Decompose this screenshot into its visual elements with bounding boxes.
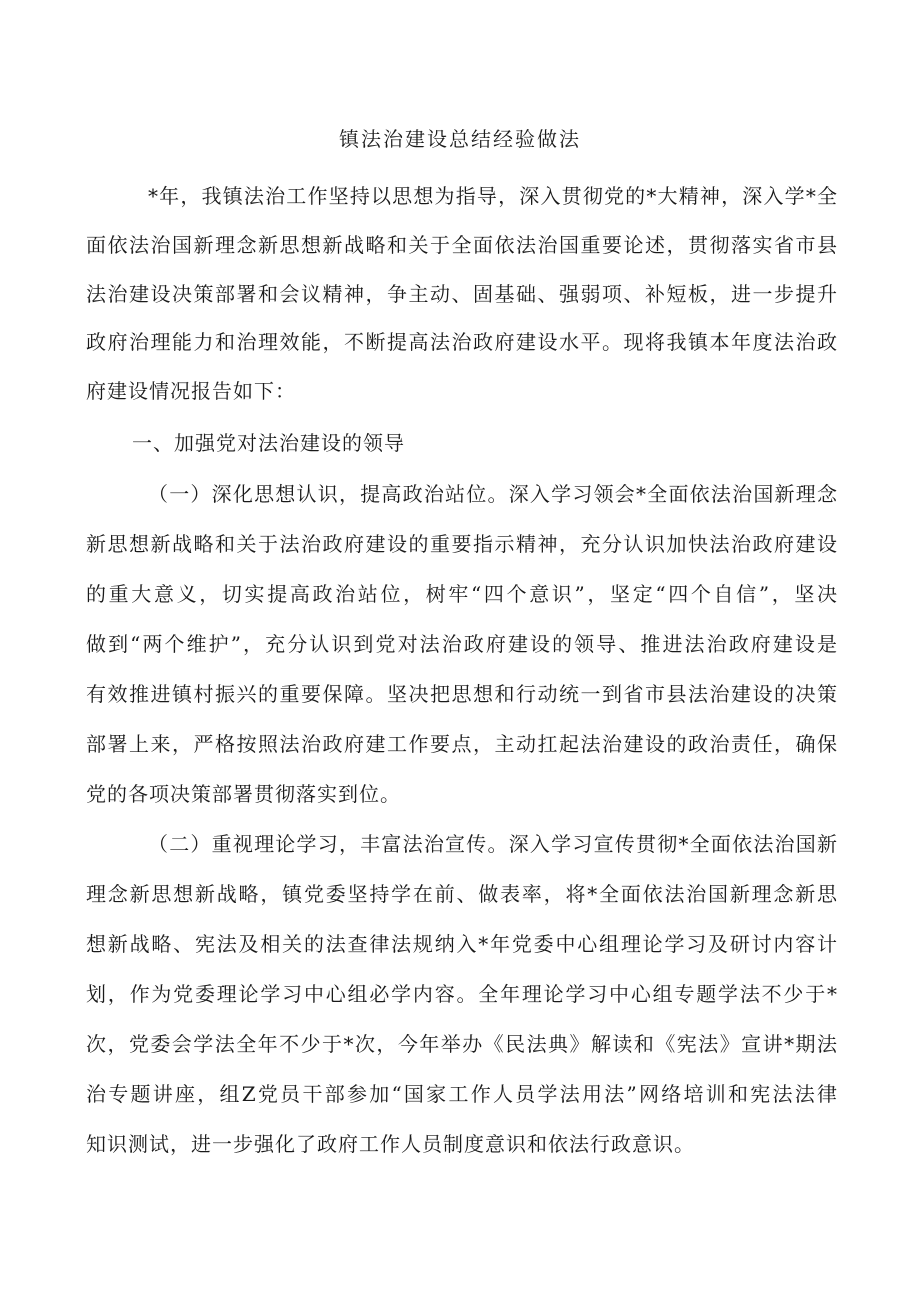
text-line: （一）深化思想认识，提高政治站位。深入学习领会*全面依法治国新理念 [148,482,837,506]
text-line: 新思想新战略和关于法治政府建设的重要指示精神，充分认识加快法治政府建设 [86,532,837,556]
text-line: 次，党委会学法全年不少于*次，今年举办《民法典》解读和《宪法》宣讲*期法 [86,1032,837,1056]
text-line: 面依法治国新理念新思想新战略和关于全面依法治国重要论述，贯彻落实省市县 [86,233,837,257]
text-line: 治专题讲座，组Z党员干部参加“国家工作人员学法用法”网络培训和宪法法律 [86,1082,837,1106]
text-line: 知识测试，进一步强化了政府工作人员制度意识和依法行政意识。 [86,1132,695,1156]
text-line: 部署上来，严格按照法治政府建工作要点，主动扛起法治建设的政治责任，确保 [86,732,837,756]
text-line: 想新战略、宪法及相关的法查律法规纳入*年党委中心组理论学习及研讨内容计 [86,932,837,956]
text-line: 的重大意义，切实提高政治站位，树牢“四个意识”，坚定“四个自信”，坚决 [86,582,837,606]
text-line: 做到“两个维护”，充分认识到党对法治政府建设的领导、推进法治政府建设是 [86,632,837,656]
text-line: 府建设情况报告如下： [86,379,296,403]
text-line: 划，作为党委理论学习中心组必学内容。全年理论学习中心组专题学法不少于* [86,982,837,1006]
text-line: 理念新思想新战略，镇党委坚持学在前、做表率，将*全面依法治国新理念新思 [86,882,837,906]
text-line: （二）重视理论学习，丰富法治宣传。深入学习宣传贯彻*全面依法治国新 [148,832,837,856]
text-line: 政府治理能力和治理效能，不断提高法治政府建设水平。现将我镇本年度法治政 [86,330,837,354]
section-heading: 一、加强党对法治建设的领导 [132,431,405,455]
text-line: 有效推进镇村振兴的重要保障。坚决把思想和行动统一到省市县法治建设的决策 [86,682,837,706]
text-line: 法治建设决策部署和会议精神，争主动、固基础、强弱项、补短板，进一步提升 [86,282,837,306]
text-line: *年，我镇法治工作坚持以思想为指导，深入贯彻党的*大精神，深入学*全 [148,184,837,208]
text-line: 党的各项决策部署贯彻落实到位。 [86,782,401,806]
document-title: 镇法治建设总结经验做法 [339,127,581,151]
